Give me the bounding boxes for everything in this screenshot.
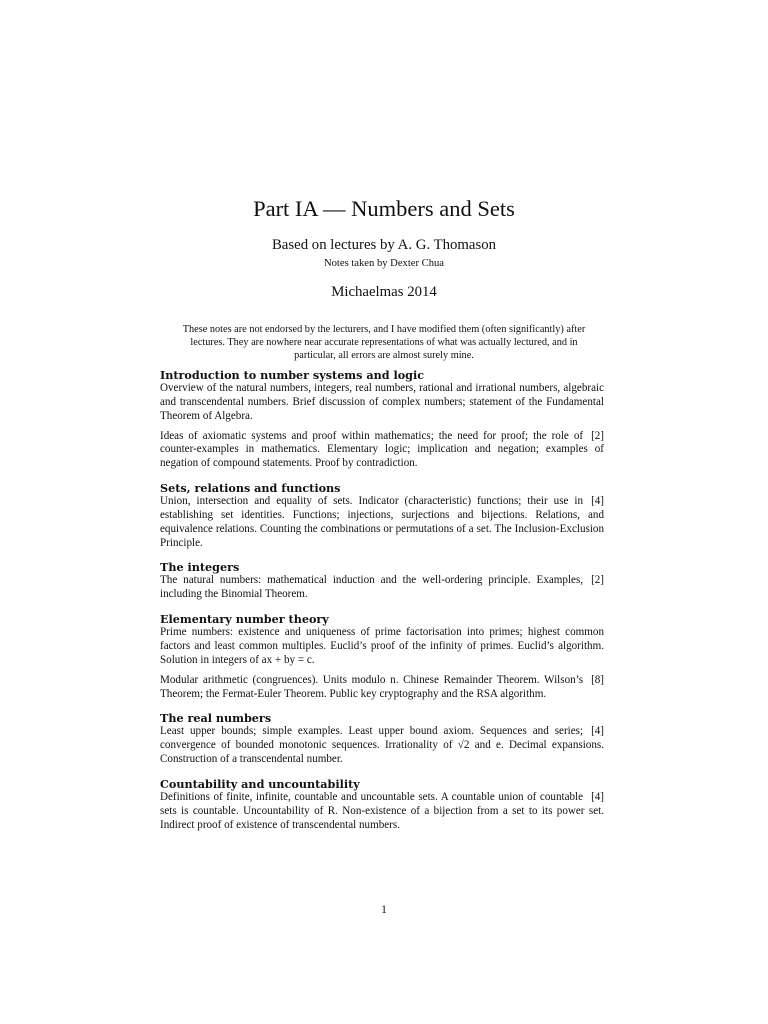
section-paragraph bbox=[160, 430, 604, 472]
lecture-hours: [8] bbox=[591, 673, 604, 686]
section-paragraph bbox=[160, 674, 604, 702]
syllabus-section bbox=[160, 711, 604, 767]
syllabus-section bbox=[160, 612, 604, 701]
lecture-hours: [2] bbox=[591, 429, 604, 442]
section-heading: The real numbers bbox=[160, 711, 272, 726]
section-heading: The integers bbox=[160, 560, 240, 575]
paragraph-text: Definitions of finite, infinite, countable and uncountable sets. A countable union of countable sets is countable. Uncountability of R. Non-existence of a bijection from a set to its power set. Indirect proof of existence of transcendental numbers. bbox=[160, 790, 604, 831]
syllabus-section bbox=[160, 777, 604, 833]
paragraph-text: Modular arithmetic (congruences). Units modulo n. Chinese Remainder Theorem. Wilson’s Theorem; the Fermat-Euler Theorem. Public key cryptography and the RSA algorithm. bbox=[160, 673, 584, 700]
syllabus-section bbox=[160, 368, 604, 471]
paragraph-text: Union, intersection and equality of sets. Indicator (characteristic) functions; their use in establishing set identities. Functions; injections, surjections and bijections. Relations, and equivalence relations. Counting the combinations or permutations of a set. The Inclusion-Exclusion Principle. bbox=[160, 495, 604, 549]
section-heading: Elementary number theory bbox=[160, 612, 329, 627]
paragraph-text: Least upper bounds; simple examples. Least upper bound axiom. Sequences and series; convergence of bounded monotonic sequences. Irrationality of √2 and e. Decimal expansions. Construction of a transcendental number. bbox=[160, 725, 604, 766]
syllabus-section bbox=[160, 481, 604, 550]
disclaimer-text: These notes are not endorsed by the lecturers, and I have modified them (often significantly) after lectures. They are nowhere near accurate representations of what was actually lectured, and in particular, all errors are almost surely mine. bbox=[182, 324, 586, 361]
paragraph-text: Prime numbers: existence and uniqueness of prime factorisation into primes; highest common factors and least common multiples. Euclid’s proof of the infinity of primes. Euclid’s algorithm. Solution in integers of ax + by = c. bbox=[160, 626, 604, 666]
paragraph-text: Ideas of axiomatic systems and proof within mathematics; the need for proof; the role of counter-examples in mathematics. Elementary logic; implication and negation; examples of negation of compound statements. Proof by contradiction. bbox=[160, 429, 604, 470]
section-paragraph bbox=[160, 725, 604, 767]
page-number: 1 bbox=[381, 904, 387, 916]
lecture-hours: [4] bbox=[591, 725, 604, 738]
notes-author-line: Notes taken by Dexter Chua bbox=[323, 258, 445, 269]
section-paragraph bbox=[160, 626, 604, 668]
syllabus-section bbox=[160, 560, 604, 602]
section-heading: Sets, relations and functions bbox=[160, 481, 341, 496]
lecturer-line: Based on lectures by A. G. Thomason bbox=[271, 237, 497, 253]
term-line: Michaelmas 2014 bbox=[331, 284, 437, 300]
section-paragraph bbox=[160, 791, 604, 833]
section-heading: Countability and uncountability bbox=[160, 776, 360, 791]
lecture-hours: [4] bbox=[591, 495, 604, 508]
lecture-hours: [4] bbox=[591, 790, 604, 803]
section-paragraph bbox=[160, 495, 604, 550]
section-heading: Introduction to number systems and logic bbox=[160, 368, 425, 382]
section-paragraph bbox=[160, 382, 604, 424]
paragraph-text: Overview of the natural numbers, integers, real numbers, rational and irrational numbers, algebraic and transcendental numbers. Brief discussion of complex numbers; statement of the Fundamental Theorem of Algebra. bbox=[160, 382, 604, 422]
section-paragraph bbox=[160, 574, 604, 602]
lecture-hours: [2] bbox=[591, 574, 604, 587]
document-title: Part IA — Numbers and Sets bbox=[253, 196, 515, 221]
paragraph-text: The natural numbers: mathematical induction and the well-ordering principle. Examples, including the Binomial Theorem. bbox=[160, 574, 584, 601]
syllabus-sections bbox=[160, 368, 604, 842]
